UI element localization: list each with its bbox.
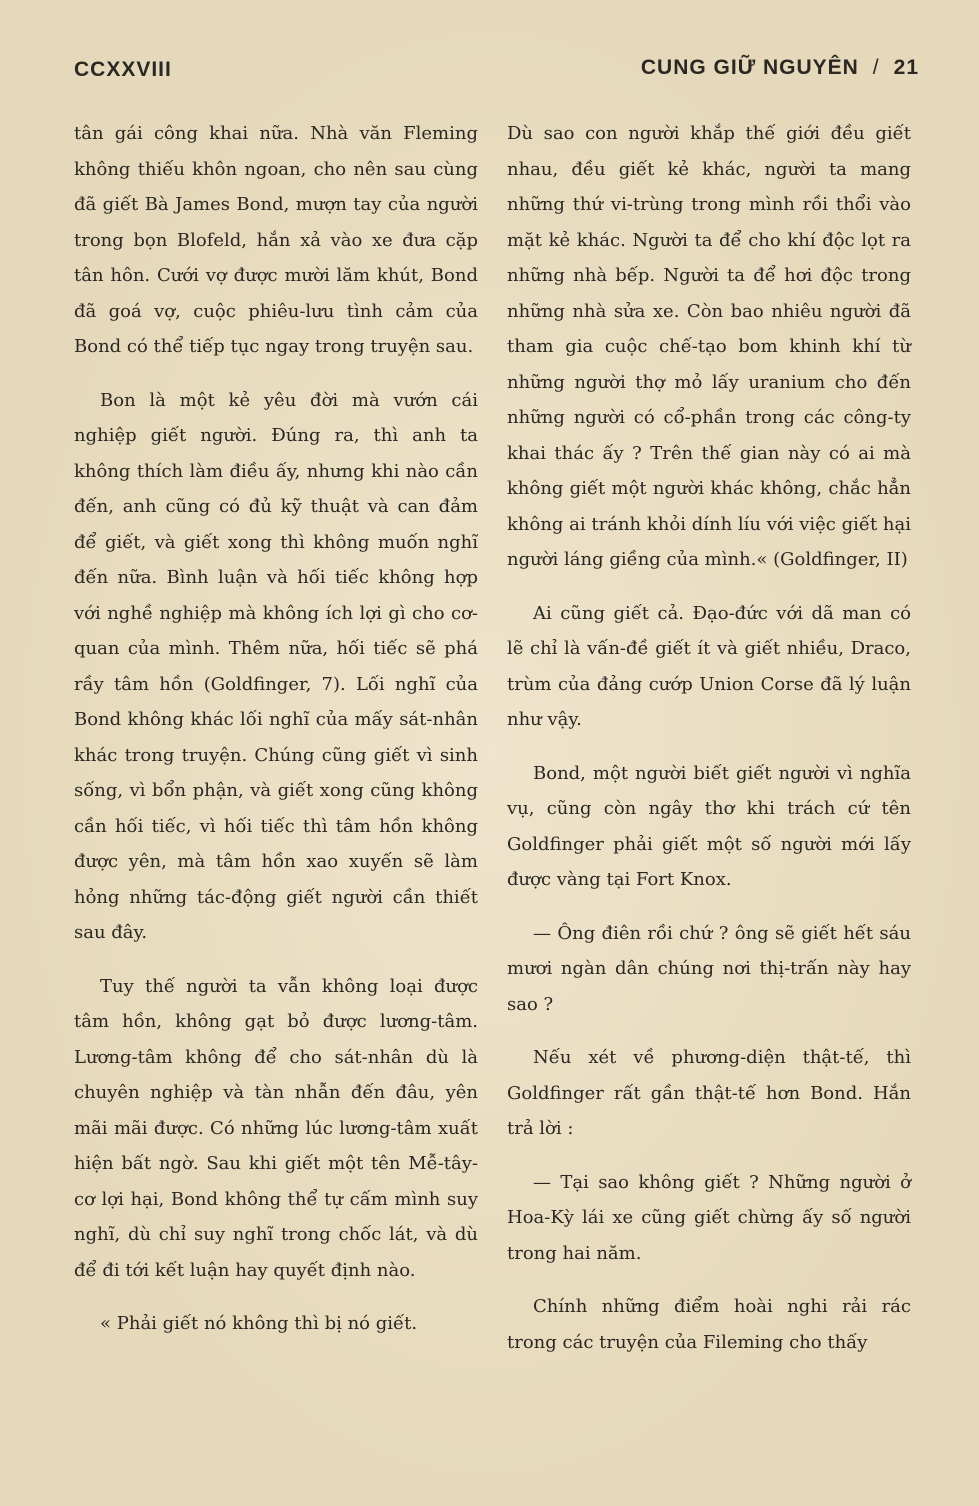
chapter-number: CCXXVIII <box>74 58 172 81</box>
dialogue-line: — Tại sao không giết ? Những người ở Hoa-Kỳ lái xe cũng giết chừng ấy số người trong hai năm. <box>507 1171 911 1264</box>
paragraph: Dù sao con người khắp thế giới đều giết nhau, đều giết kẻ khác, người ta mang những thứ vi-trùng trong mình rồi thổi vào mặt kẻ khác. Người ta để cho khí độc lọt ra những nhà bếp. Người ta để hơi độc trong những nhà sửa xe. Còn bao nhiêu người đã tham gia cuộc chế-tạo bom khinh khí từ những người thợ mỏ lấy uranium cho đến những người có cổ-phần trong các công-ty khai thác ấy ? Trên thế gian này có ai mà không giết một người khác không, chắc hẳn không ai tránh khỏi dính líu với việc giết hại người láng giềng của mình.« (Goldfinger, II) <box>507 123 911 570</box>
book-title: CUNG GIỮ NGUYÊN <box>640 56 859 79</box>
running-title <box>641 56 919 80</box>
paragraph: Nếu xét về phương-diện thật-tế, thì Goldfinger rất gần thật-tế hơn Bond. Hắn trả lời : <box>507 1047 911 1139</box>
dialogue-line: — Ông điên rồi chứ ? ông sẽ giết hết sáu mươi ngàn dân chúng nơi thị-trấn này hay sao ? <box>507 922 911 1015</box>
page-number: 21 <box>893 56 919 79</box>
header-separator: / <box>872 56 880 79</box>
paragraph: Bond, một người biết giết người vì nghĩa vụ, cũng còn ngây thơ khi trách cứ tên Goldfinger phải giết một số người mới lấy được vàng tại Fort Knox. <box>507 762 911 890</box>
paragraph: « Phải giết nó không thì bị nó giết. <box>100 1313 418 1334</box>
page-header <box>74 52 919 88</box>
right-text-column <box>507 116 911 1360</box>
paragraph: Bon là một kẻ yêu đời mà vướn cái nghiệp giết người. Đúng ra, thì anh ta không thích làm điều ấy, nhưng khi nào cần đến, anh cũng có đủ kỹ thuật và can đảm để giết, và giết xong thì không muốn nghĩ đến nữa. Bình luận và hối tiếc không hợp với nghề nghiệp mà không ích lợi gì cho cơ-quan của mình. Thêm nữa, hối tiếc sẽ phá rầy tâm hồn (Goldfinger, 7). Lối nghĩ của Bond không khác lối nghĩ của mấy sát-nhân khác trong truyện. Chúng cũng giết vì sinh sống, vì bổn phận, và giết xong cũng không cần hối tiếc, vì hối tiếc thì tâm hồn không được yên, mà tâm hồn xao xuyến sẽ làm hỏng những tác-động giết người cần thiết sau đây. <box>74 389 478 943</box>
paragraph: tân gái công khai nữa. Nhà văn Fleming không thiếu khôn ngoan, cho nên sau cùng đã giết Bà James Bond, mượn tay của người trong bọn Blofeld, hắn xả vào xe đưa cặp tân hôn. Cưới vợ được mười lăm khút, Bond đã goá vợ, cuộc phiêu-lưu tình cảm của Bond có thể tiếp tục ngay trong truyện sau. <box>74 123 478 357</box>
paragraph: Chính những điểm hoài nghi rải rác trong các truyện của Fileming cho thấy <box>507 1296 911 1353</box>
paragraph: Tuy thế người ta vẫn không loại được tâm hồn, không gạt bỏ được lương-tâm. Lương-tâm không để cho sát-nhân dù là chuyên nghiệp và tàn nhẫn đến đâu, yên mãi mãi được. Có những lúc lương-tâm xuất hiện bất ngờ. Sau khi giết một tên Mễ-tây-cơ lợi hại, Bond không thể tự cấm mình suy nghĩ, dù chỉ suy nghĩ trong chốc lát, và dù để đi tới kết luận hay quyết định nào. <box>74 975 478 1281</box>
paragraph: Ai cũng giết cả. Đạo-đức với dã man có lẽ chỉ là vấn-đề giết ít và giết nhiều, Draco, trùm của đảng cướp Union Corse đã lý luận như vậy. <box>507 602 911 730</box>
left-text-column <box>74 116 478 1342</box>
